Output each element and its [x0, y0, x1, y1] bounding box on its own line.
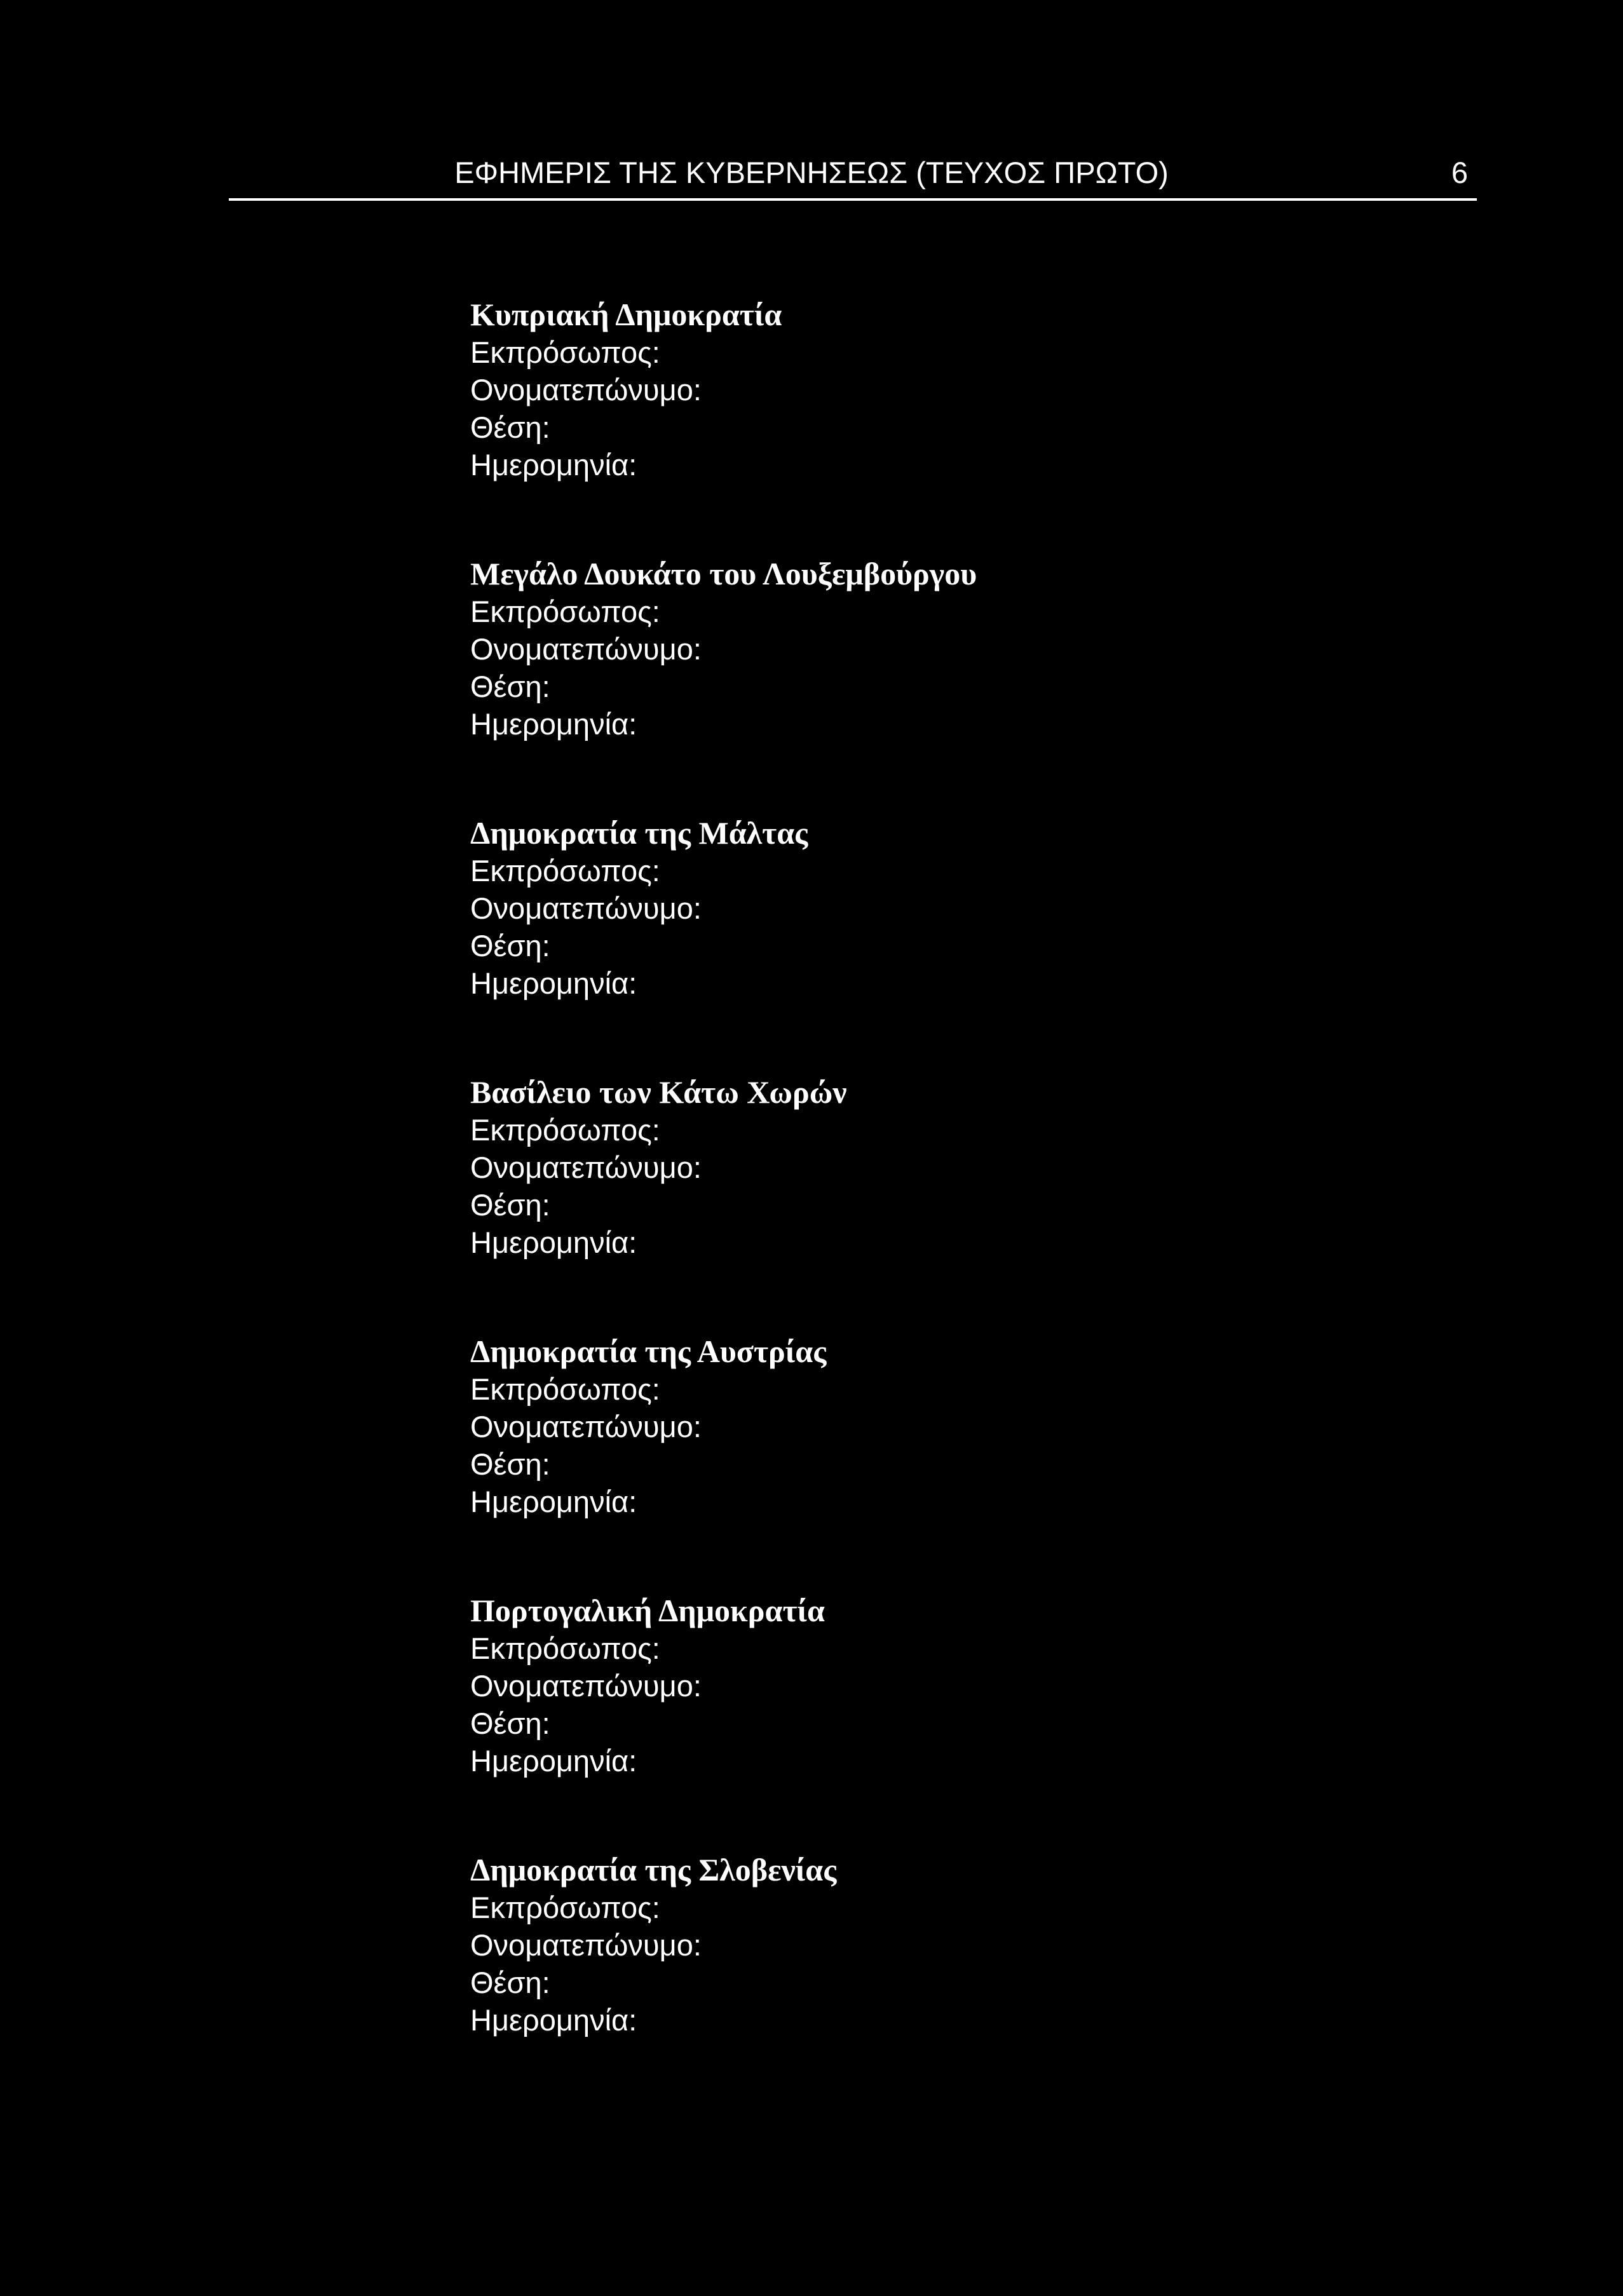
country-title: Δημοκρατία της Μάλτας [470, 815, 808, 851]
signatory-block-malta [470, 814, 1487, 1073]
representative-label: Εκπρόσωπος: [470, 1631, 660, 1665]
date-label: Ημερομηνία: [470, 1744, 637, 1778]
country-title: Δημοκρατία της Αυστρίας [470, 1334, 827, 1369]
position-label: Θέση: [470, 1188, 550, 1222]
date-label: Ημερομηνία: [470, 966, 637, 1000]
position-label: Θέση: [470, 1706, 550, 1740]
representative-label: Εκπρόσωπος: [470, 1113, 660, 1147]
country-title: Πορτογαλική Δημοκρατία [470, 1593, 825, 1628]
date-label: Ημερομηνία: [470, 1226, 637, 1259]
representative-label: Εκπρόσωπος: [470, 595, 660, 628]
date-label: Ημερομηνία: [470, 1485, 637, 1518]
signatory-block-luxembourg [470, 555, 1487, 814]
signatory-block-netherlands [470, 1073, 1487, 1332]
position-label: Θέση: [470, 929, 550, 962]
full-name-label: Ονοματεπώνυμο: [470, 1928, 702, 1962]
date-label: Ημερομηνία: [470, 707, 637, 741]
country-title: Μεγάλο Δουκάτο του Λουξεμβούργου [470, 556, 977, 591]
representative-label: Εκπρόσωπος: [470, 335, 660, 369]
position-label: Θέση: [470, 410, 550, 444]
page-number: 6 [1451, 156, 1468, 189]
representative-label: Εκπρόσωπος: [470, 1891, 660, 1924]
full-name-label: Ονοματεπώνυμο: [470, 1410, 702, 1443]
position-label: Θέση: [470, 1966, 550, 1999]
representative-label: Εκπρόσωπος: [470, 854, 660, 888]
full-name-label: Ονοματεπώνυμο: [470, 373, 702, 407]
date-label: Ημερομηνία: [470, 2003, 637, 2037]
gazette-title: ΕΦΗΜΕΡΙΣ ΤΗΣ ΚΥΒΕΡΝΗΣΕΩΣ (ΤΕΥΧΟΣ ΠΡΩΤΟ) [454, 156, 1169, 189]
country-title: Κυπριακή Δημοκρατία [470, 297, 782, 332]
signatory-block-slovenia [470, 1851, 1487, 2110]
position-label: Θέση: [470, 670, 550, 703]
date-label: Ημερομηνία: [470, 448, 637, 482]
full-name-label: Ονοματεπώνυμο: [470, 891, 702, 925]
country-title: Βασίλειο των Κάτω Χωρών [470, 1074, 847, 1110]
full-name-label: Ονοματεπώνυμο: [470, 1151, 702, 1184]
position-label: Θέση: [470, 1447, 550, 1481]
signatory-block-austria [470, 1332, 1487, 1591]
signatory-list [470, 295, 1487, 2110]
country-title: Δημοκρατία της Σλοβενίας [470, 1852, 837, 1887]
representative-label: Εκπρόσωπος: [470, 1372, 660, 1406]
full-name-label: Ονοματεπώνυμο: [470, 632, 702, 666]
signatory-block-cyprus [470, 295, 1487, 555]
full-name-label: Ονοματεπώνυμο: [470, 1669, 702, 1703]
signatory-block-portugal [470, 1591, 1487, 1851]
page-header [229, 152, 1477, 201]
